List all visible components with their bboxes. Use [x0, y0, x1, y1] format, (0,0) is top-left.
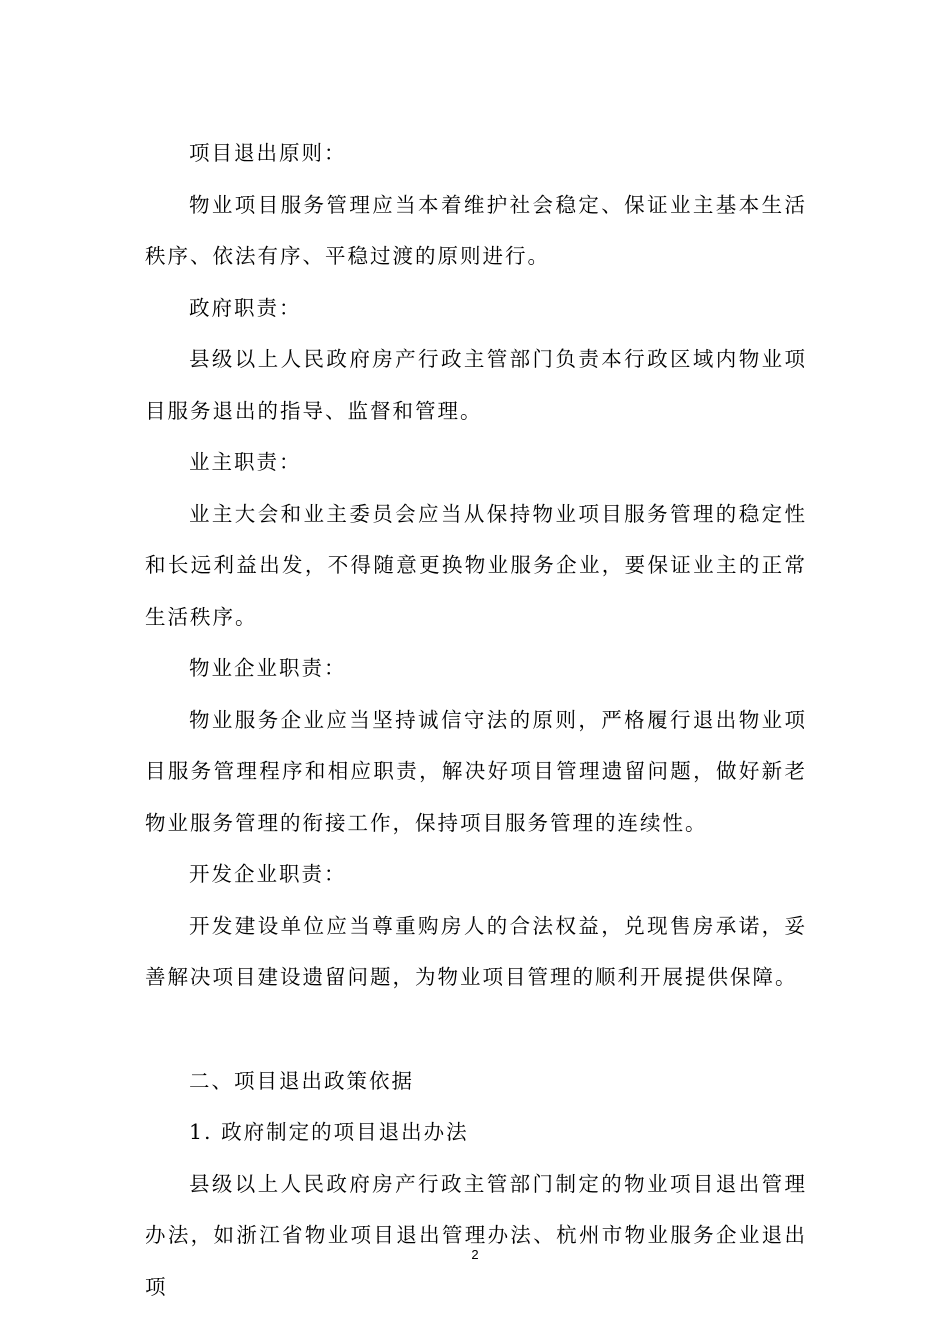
paragraph-heading-owner-duty: 业主职责：: [189, 450, 302, 474]
paragraph-owner-duty: 业主大会和业主委员会应当从保持物业项目服务管理的稳定性和长远利益出发，不得随意更换物业服务企业，要保证业主的正常生活秩序。: [145, 501, 807, 629]
paragraph-government-exit-measures: 县级以上人民政府房产行政主管部门制定的物业项目退出管理办法，如浙江省物业项目退出管理办法、杭州市物业服务企业退出项: [145, 1171, 807, 1299]
paragraph-developer-duty: 开发建设单位应当尊重购房人的合法权益，兑现售房承诺，妥善解决项目建设遗留问题，为物业项目管理的顺利开展提供保障。: [145, 913, 807, 989]
paragraph-heading-property-company-duty: 物业企业职责：: [189, 656, 347, 680]
page-number: 2: [471, 1247, 479, 1262]
section-spacer: [145, 1004, 807, 1056]
paragraph-government-duty: 县级以上人民政府房产行政主管部门负责本行政区域内物业项目服务退出的指导、监督和管理。: [145, 347, 807, 423]
paragraph-heading-exit-principle: 项目退出原则：: [189, 141, 347, 165]
subheading-government-exit-measures: 1. 政府制定的项目退出办法: [189, 1120, 469, 1144]
paragraph-heading-government-duty: 政府职责：: [189, 295, 302, 320]
document-body: [145, 128, 807, 1313]
section-heading-policy-basis: 二、项目退出政策依据: [189, 1068, 414, 1093]
paragraph-exit-principle: 物业项目服务管理应当本着维护社会稳定、保证业主基本生活秩序、依法有序、平稳过渡的原则进行。: [145, 192, 807, 268]
paragraph-heading-developer-duty: 开发企业职责：: [189, 862, 347, 886]
paragraph-property-company-duty: 物业服务企业应当坚持诚信守法的原则，严格履行退出物业项目服务管理程序和相应职责，解决好项目管理遗留问题，做好新老物业服务管理的衔接工作，保持项目服务管理的连续性。: [145, 707, 807, 835]
